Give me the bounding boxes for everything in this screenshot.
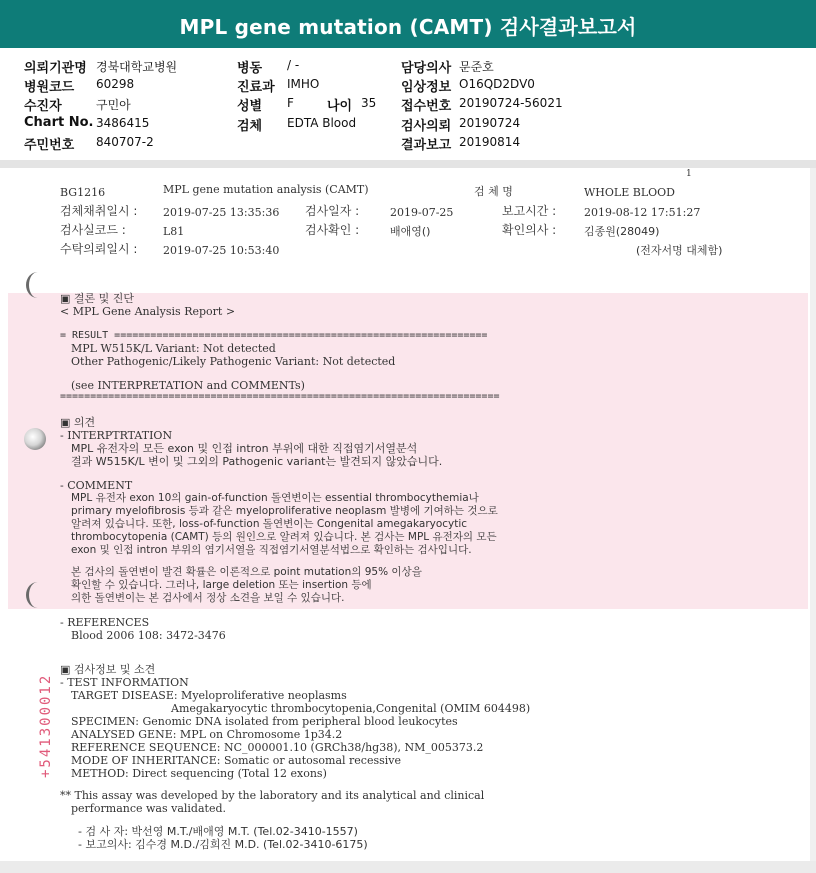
test-info-line: SPECIMEN: Genomic DNA isolated from peripheral blood leukocytes	[71, 715, 458, 728]
reference-line: Blood 2006 108: 3472-3476	[71, 629, 226, 642]
institution-value: 경북대학교병원	[96, 60, 178, 74]
report-date-label: 결과보고	[401, 138, 452, 153]
sex-value: F	[287, 96, 294, 110]
confirm-value: 배애영()	[390, 225, 431, 238]
report-title: MPL gene mutation (CAMT) 검사결과보고서	[179, 15, 637, 39]
section-opinion: ▣ 의견	[60, 416, 96, 429]
chart-no-label: Chart No.	[24, 115, 94, 130]
section-divider	[0, 160, 816, 168]
ward-label: 병동	[237, 61, 263, 76]
vertical-scrollbar[interactable]	[810, 168, 816, 861]
request-date-value: 20190724	[459, 116, 521, 130]
test-name: MPL gene mutation analysis (CAMT)	[163, 183, 369, 196]
patient-value: 구민아	[96, 98, 131, 112]
punch-hole	[26, 582, 49, 608]
result-divider: =========================================================================	[60, 391, 500, 402]
validation-note: performance was validated.	[71, 802, 226, 815]
side-serial-number: +541300012	[38, 673, 54, 778]
scanned-report-image	[0, 168, 810, 861]
page-mark: 1	[686, 169, 692, 179]
doctor-label: 담당의사	[401, 61, 452, 76]
patient-info-panel	[0, 48, 816, 160]
comment-line: exon 및 인접 intron 부위의 염기서열을 직접염기서열분석법으로 확인하는 검사입니다.	[71, 544, 472, 556]
comment-line: 의한 돌연변이는 본 검사에서 정상 소견을 보일 수 있습니다.	[71, 592, 345, 604]
collect-label: 검체채취일시 :	[60, 204, 138, 218]
punch-hole	[26, 272, 49, 298]
room-code-value: L81	[163, 225, 185, 238]
specimen-name-value: WHOLE BLOOD	[584, 186, 675, 199]
collect-value: 2019-07-25 13:35:36	[163, 206, 280, 219]
specimen-name-label: 검 체 명	[474, 185, 513, 198]
request-date-label: 검사의뢰	[401, 119, 452, 134]
section-conclusion: ▣ 결론 및 진단	[60, 292, 135, 305]
test-info-line: MODE OF INHERITANCE: Somatic or autosomal recessive	[71, 754, 401, 767]
doctor-value: 문준호	[459, 60, 494, 74]
validation-note: ** This assay was developed by the laboratory and its analytical and clinical	[60, 789, 485, 802]
result-divider: = RESULT ==============================================================	[60, 330, 488, 341]
test-code: BG1216	[60, 186, 106, 199]
confirm-doctor-label: 확인의사 :	[502, 223, 557, 237]
punch-hole	[24, 428, 46, 450]
e-sign-note: (전자서명 대체함)	[636, 244, 723, 257]
accession-value: 20190724-56021	[459, 96, 563, 110]
age-label: 나이	[327, 99, 353, 114]
comment-line: 본 검사의 돌연변이 발견 확률은 이론적으로 point mutation의 95% 이상을	[71, 566, 422, 578]
request-time-label: 수탁의뢰일시 :	[60, 242, 138, 256]
report-header	[0, 0, 816, 48]
result-line: (see INTERPRETATION and COMMENTs)	[71, 379, 305, 392]
clinical-info-value: O16QD2DV0	[459, 77, 535, 91]
specimen-label: 검체	[237, 119, 263, 134]
ward-value: / -	[287, 58, 300, 72]
hospital-code-label: 병원코드	[24, 80, 75, 95]
resident-no-value: 840707-2	[96, 135, 154, 149]
test-info-line: Amegakaryocytic thrombocytopenia,Congenital (OMIM 604498)	[171, 702, 531, 715]
interpretation-line: MPL 유전자의 모든 exon 및 인접 intron 부위에 대한 직접염기서열분석	[71, 442, 418, 455]
reporter-line: - 보고의사: 김수경 M.D./김희진 M.D. (Tel.02-3410-6175)	[78, 838, 368, 851]
interpretation-line: 결과 W515K/L 변이 및 그외의 Pathogenic variant는 발견되지 않았습니다.	[71, 455, 443, 468]
examiner-line: - 검 사 자: 박선영 M.T./배애영 M.T. (Tel.02-3410-1557)	[78, 825, 358, 838]
hospital-code-value: 60298	[96, 77, 135, 91]
report-time-value: 2019-08-12 17:51:27	[584, 206, 701, 219]
report-time-label: 보고시간 :	[502, 204, 557, 218]
department-value: IMHO	[287, 77, 320, 91]
request-time-value: 2019-07-25 10:53:40	[163, 244, 280, 257]
patient-label: 수진자	[24, 99, 62, 114]
department-label: 진료과	[237, 80, 275, 95]
confirm-doctor-value: 김종원(28049)	[584, 225, 660, 238]
report-subtitle: < MPL Gene Analysis Report >	[60, 305, 236, 318]
test-info-heading: - TEST INFORMATION	[60, 676, 189, 689]
specimen-value: EDTA Blood	[287, 116, 357, 130]
test-info-line: ANALYSED GENE: MPL on Chromosome 1p34.2	[71, 728, 343, 741]
comment-line: thrombocytopenia (CAMT) 등의 원인으로 알려져 있습니다. 본 검사는 MPL 유전자의 모든	[71, 531, 497, 543]
chart-no-value: 3486415	[96, 116, 150, 130]
exam-date-label: 검사일자 :	[305, 204, 360, 218]
comment-heading: - COMMENT	[60, 479, 133, 492]
references-heading: - REFERENCES	[60, 616, 150, 629]
clinical-info-label: 임상정보	[401, 80, 452, 95]
comment-line: MPL 유전자 exon 10의 gain-of-function 돌연변이는 essential thrombocythemia나	[71, 492, 479, 504]
comment-line: primary myelofibrosis 등과 같은 myeloproliferative neoplasm 발병에 기여하는 것으로	[71, 505, 498, 517]
comment-line: 확인할 수 있습니다. 그러나, large deletion 또는 insertion 등에	[71, 579, 372, 591]
accession-label: 접수번호	[401, 99, 452, 114]
resident-no-label: 주민번호	[24, 138, 75, 153]
institution-label: 의뢰기관명	[24, 61, 87, 76]
test-info-line: METHOD: Direct sequencing (Total 12 exons)	[71, 767, 327, 780]
confirm-label: 검사확인 :	[305, 223, 360, 237]
sex-label: 성별	[237, 99, 263, 114]
result-line: Other Pathogenic/Likely Pathogenic Variant: Not detected	[71, 355, 396, 368]
bottom-bar	[0, 861, 816, 873]
test-info-line: TARGET DISEASE: Myeloproliferative neoplasms	[71, 689, 347, 702]
result-line: MPL W515K/L Variant: Not detected	[71, 342, 276, 355]
age-value: 35	[361, 96, 377, 110]
test-info-line: REFERENCE SEQUENCE: NC_000001.10 (GRCh38/hg38), NM_005373.2	[71, 741, 484, 754]
comment-line: 알려져 있습니다. 또한, loss-of-function 돌연변이는 Congenital amegakaryocytic	[71, 518, 468, 530]
room-code-label: 검사실코드 :	[60, 223, 126, 237]
interpretation-heading: - INTERPTRTATION	[60, 429, 173, 442]
exam-date-value: 2019-07-25	[390, 206, 454, 219]
report-date-value: 20190814	[459, 135, 521, 149]
section-test-info: ▣ 검사정보 및 소견	[60, 663, 156, 676]
